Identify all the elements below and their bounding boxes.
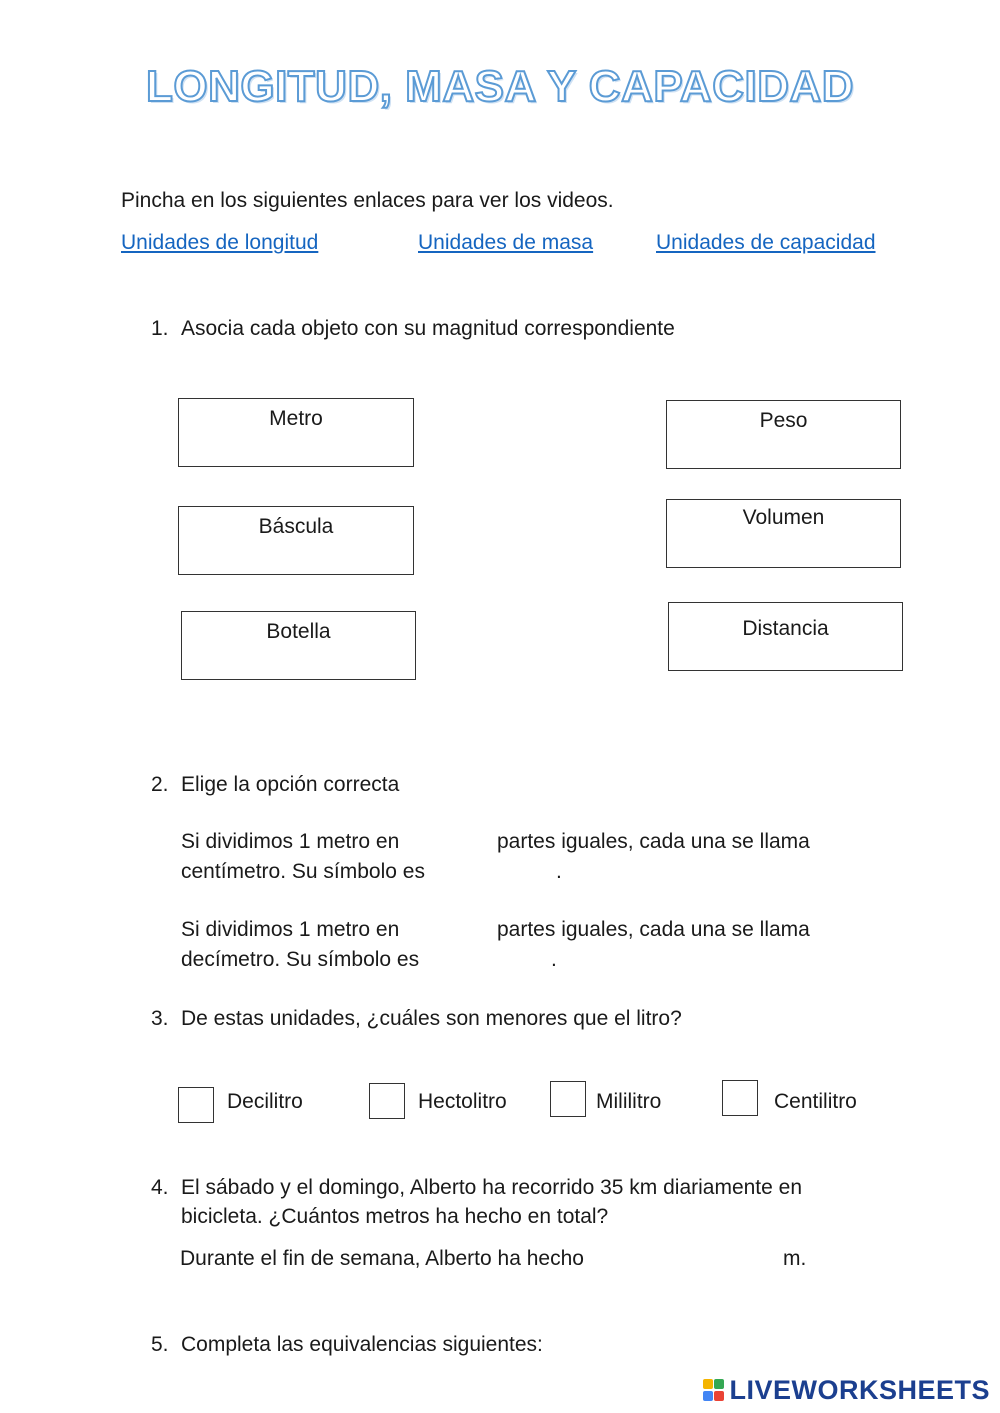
q2-s1-start: Si dividimos 1 metro en: [181, 830, 400, 853]
q3-text: De estas unidades, ¿cuáles son menores que el litro?: [181, 1007, 682, 1030]
option-mililitro: Mililitro: [596, 1090, 662, 1113]
match-right-3-label: Distancia: [742, 617, 829, 640]
checkbox-centilitro[interactable]: [722, 1080, 758, 1116]
q2-s1-end: partes iguales, cada una se llama: [497, 830, 810, 853]
match-left-1[interactable]: [178, 398, 414, 467]
match-left-2-label: Báscula: [258, 515, 334, 538]
intro-text: Pincha en los siguientes enlaces para ver los videos.: [121, 189, 614, 212]
option-decilitro: Decilitro: [227, 1090, 303, 1113]
checkbox-decilitro[interactable]: [178, 1087, 214, 1123]
page-title: LONGITUD, MASA Y CAPACIDAD: [145, 62, 855, 111]
q2-s2-line2: decímetro. Su símbolo es: [181, 948, 420, 971]
q2-s2-symbol-dropdown[interactable]: [455, 946, 545, 974]
q2-text: Elige la opción correcta: [181, 773, 400, 796]
q2-s2-end: partes iguales, cada una se llama: [497, 918, 810, 941]
q4-text-line1: El sábado y el domingo, Alberto ha recorrido 35 km diariamente en: [181, 1176, 803, 1199]
match-left-2[interactable]: [178, 506, 414, 575]
link-unidades-longitud[interactable]: Unidades de longitud: [121, 231, 319, 254]
liveworksheets-brand: LIVEWORKSHEETS: [729, 1375, 990, 1405]
q4-number: 4.: [151, 1176, 169, 1199]
q1-number: 1.: [151, 317, 169, 340]
match-left-3-label: Botella: [266, 620, 331, 643]
q2-s2-start: Si dividimos 1 metro en: [181, 918, 400, 941]
match-right-2-label: Volumen: [742, 506, 825, 529]
liveworksheets-logo: [703, 1375, 990, 1406]
q2-s1-symbol-dropdown[interactable]: [462, 858, 552, 886]
match-right-2[interactable]: [666, 499, 901, 568]
q5-text: Completa las equivalencias siguientes:: [181, 1333, 543, 1356]
match-left-3[interactable]: [181, 611, 416, 680]
match-right-1-label: Peso: [759, 409, 808, 432]
checkbox-hectolitro[interactable]: [369, 1083, 405, 1119]
q1-text: Asocia cada objeto con su magnitud correspondiente: [181, 317, 675, 340]
q2-s1-parts-dropdown[interactable]: [432, 828, 492, 856]
q3-number: 3.: [151, 1007, 169, 1030]
option-centilitro: Centilitro: [774, 1090, 857, 1113]
match-right-3[interactable]: [668, 602, 903, 671]
option-hectolitro: Hectolitro: [418, 1090, 507, 1113]
q2-s2-period: .: [551, 948, 557, 971]
link-unidades-capacidad[interactable]: Unidades de capacidad: [656, 231, 876, 254]
q4-answer-unit: m.: [783, 1247, 807, 1270]
q4-text-line2: bicicleta. ¿Cuántos metros ha hecho en total?: [181, 1205, 609, 1228]
q2-s1-line2: centímetro. Su símbolo es: [181, 860, 425, 883]
q2-number: 2.: [151, 773, 169, 796]
q4-answer-prefix: Durante el fin de semana, Alberto ha hecho: [180, 1247, 584, 1270]
q4-answer-input[interactable]: [640, 1244, 775, 1274]
liveworksheets-logo-icon: [703, 1377, 725, 1405]
match-right-1[interactable]: [666, 400, 901, 469]
match-left-1-label: Metro: [269, 407, 323, 430]
q5-number: 5.: [151, 1333, 169, 1356]
checkbox-mililitro[interactable]: [550, 1081, 586, 1117]
link-unidades-masa[interactable]: Unidades de masa: [418, 231, 594, 254]
q2-s2-parts-dropdown[interactable]: [432, 916, 492, 944]
q2-s1-period: .: [556, 860, 562, 883]
